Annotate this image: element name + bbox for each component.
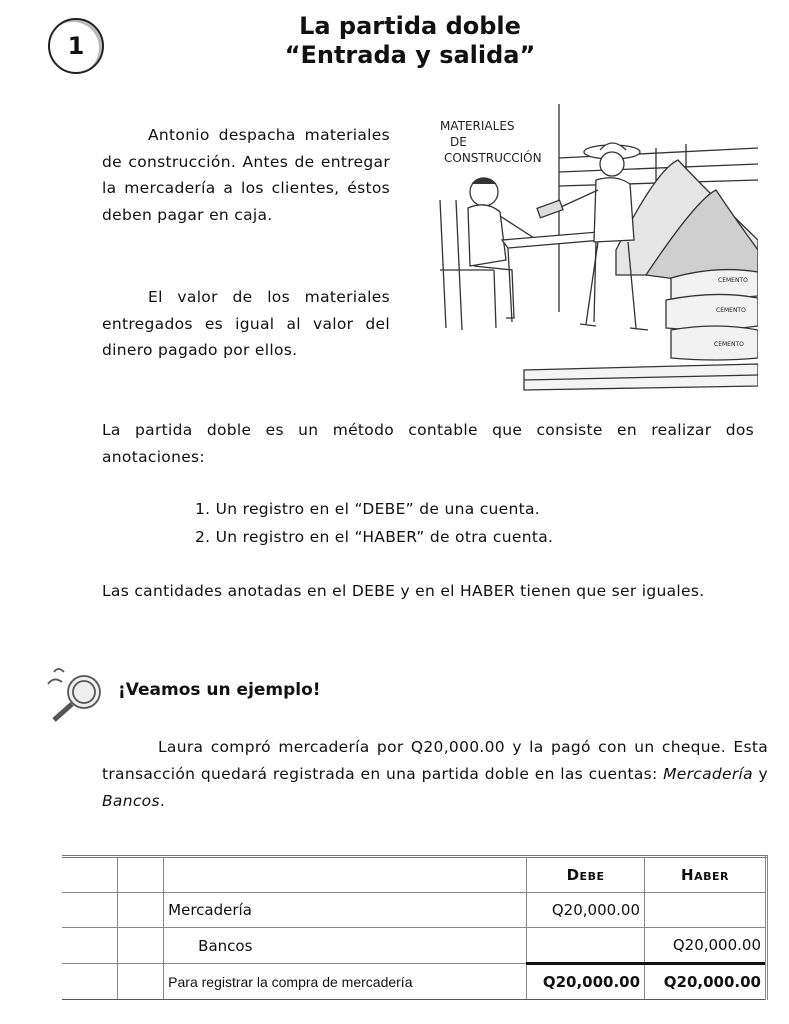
ledger-table	[62, 855, 768, 1000]
example-paragraph	[102, 734, 768, 815]
total-debe: Q20,000.00	[527, 964, 645, 1000]
title-line-2: “Entrada y salida”	[284, 41, 536, 69]
equality-statement: Las cantidades anotadas en el DEBE y en el HABER tienen que ser iguales.	[102, 582, 705, 600]
title-line-1: La partida doble	[299, 12, 521, 40]
construction-store-illustration	[416, 100, 758, 392]
magnifying-glass-icon	[40, 662, 112, 726]
table-row	[62, 928, 767, 964]
sign-line-2: DE	[450, 135, 467, 149]
haber-cell: Q20,000.00	[645, 928, 767, 964]
numbered-list	[195, 496, 553, 551]
definition-paragraph: La partida doble es un método contable que consiste en realizar dos anotaciones:	[102, 421, 754, 466]
debe-header: Debe	[527, 857, 645, 893]
account-cell: Mercadería	[164, 893, 527, 928]
example-conjunction: y	[752, 765, 768, 783]
cement-bag-label-2: CEMENTO	[716, 307, 746, 314]
account-name-mercaderia: Mercadería	[663, 765, 753, 783]
haber-header: Haber	[645, 857, 767, 893]
sign-line-1: MATERIALES	[440, 119, 515, 133]
cement-bag-label-3: CEMENTO	[714, 341, 744, 348]
ledger-header-row	[62, 857, 767, 893]
debe-cell	[527, 928, 645, 964]
total-haber: Q20,000.00	[645, 964, 767, 1000]
example-period: .	[159, 792, 166, 810]
page-title	[200, 12, 620, 70]
account-name-bancos: Bancos	[102, 792, 160, 810]
list-item: 1. Un registro en el “DEBE” de una cuenta.	[195, 500, 541, 518]
table-row	[62, 964, 767, 1000]
account-cell: Bancos	[164, 928, 527, 964]
table-row	[62, 893, 767, 928]
example-heading: ¡Veamos un ejemplo!	[118, 680, 321, 700]
entry-description: Para registrar la compra de mercadería	[164, 964, 527, 1000]
intro-paragraph-2: El valor de los materiales entregados es igual al valor del dinero pagado por ellos.	[102, 288, 390, 359]
haber-cell	[645, 893, 767, 928]
debe-cell: Q20,000.00	[527, 893, 645, 928]
lesson-number: 1	[67, 32, 85, 60]
cement-bag-label-1: CEMENTO	[718, 277, 748, 284]
list-item: 2. Un registro en el “HABER” de otra cuenta.	[195, 527, 554, 546]
lesson-number-badge	[48, 18, 104, 74]
sign-line-3: CONSTRUCCIÓN	[444, 151, 542, 165]
intro-paragraph-1: Antonio despacha materiales de construcción. Antes de entregar la mercadería a los clientes, éstos deben pagar en caja.	[102, 126, 390, 224]
example-text: Laura compró mercadería por Q20,000.00 y la pagó con un cheque. Esta transacción quedará registrada en una partida doble en las cuentas:	[102, 738, 768, 783]
